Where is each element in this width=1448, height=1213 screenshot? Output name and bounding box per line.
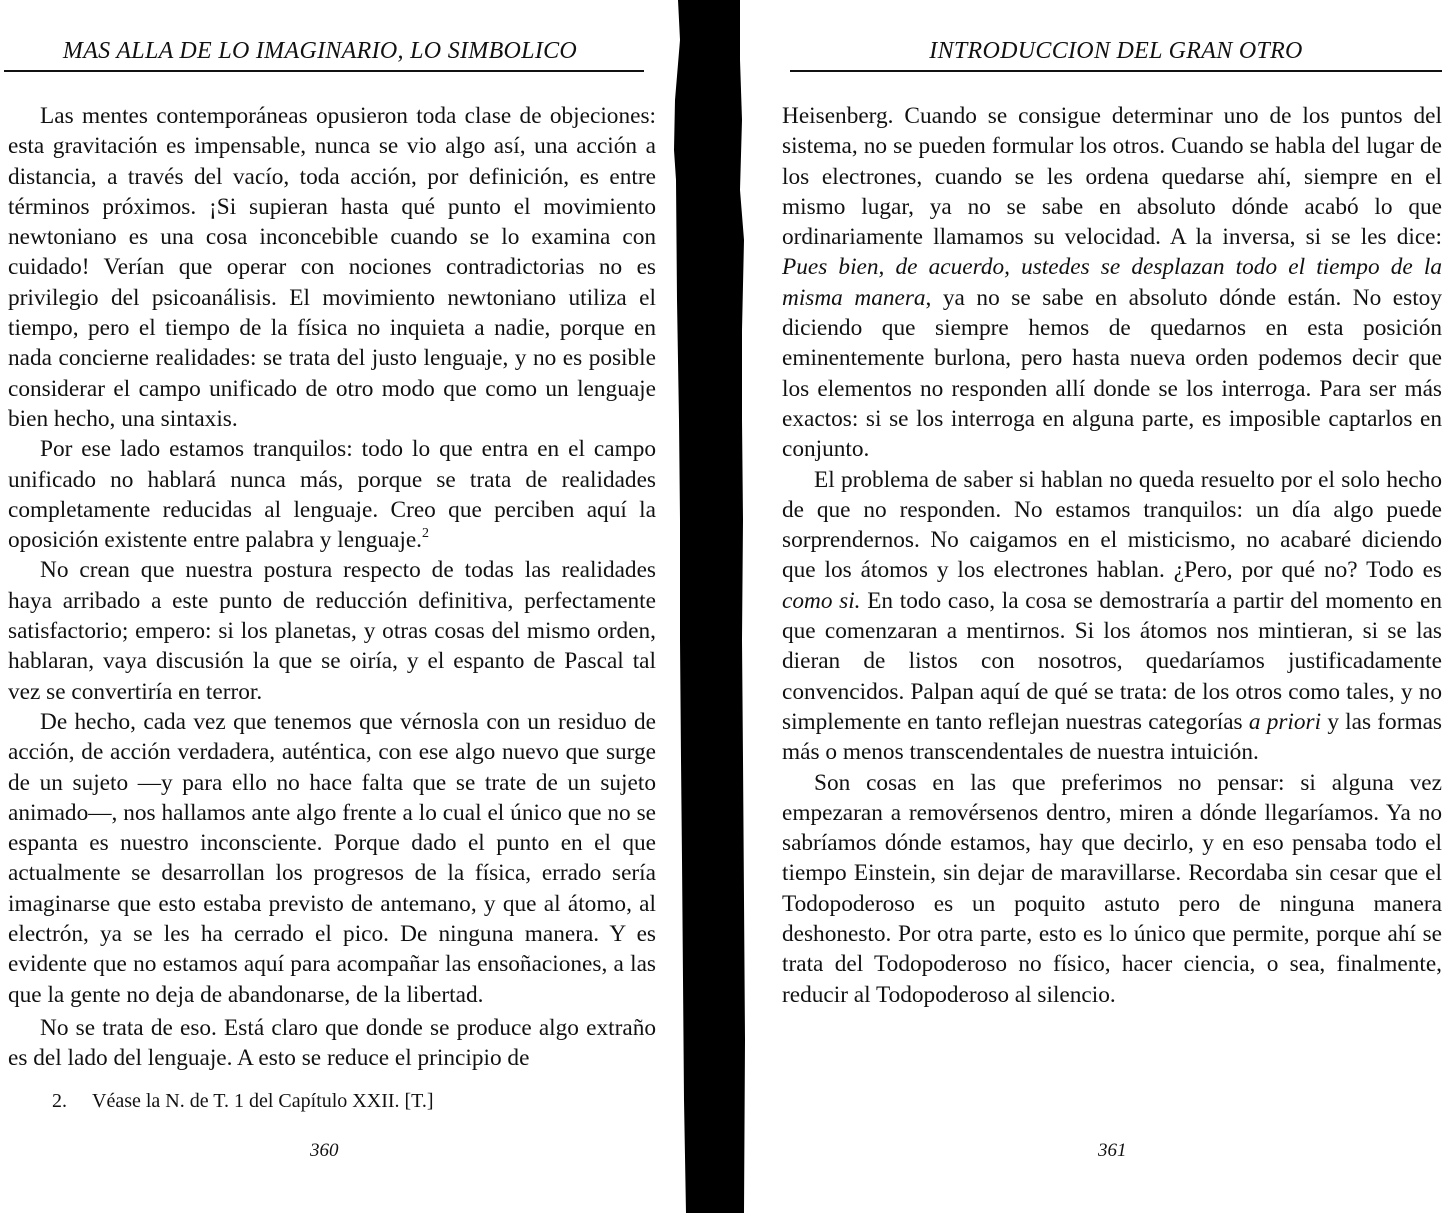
text-run: Las mentes contemporáneas opusieron toda clase de objeciones: esta gravitación es impensable, nunca se vio algo así, una acción a distancia, a través del vacío, toda acción, por definición, es entre términos próximos. ¡Si supieran hasta qué punto el movimiento newtoniano es una cosa inconcebible cuando se lo examina con cuidado! Verían que operar con nociones contradictorias no es privilegio del psicoanálisis. El movimiento newtoniano utiliza el tiempo, pero el tiempo de la física no inquieta a nadie, porque en nada concierne realidades: se trata del justo lenguaje, y no es posible considerar el campo unificado de otro modo que como un lenguaje bien hecho, una sintaxis. [8,103,656,432]
gutter-shape [666,0,752,1213]
text-run: Por ese lado estamos tranquilos: todo lo que entra en el campo unificado no hablará nunca más, porque se trata de realidades completamente reducidas al lenguaje. Creo que perciben aquí la oposición existente entre palabra y lenguaje. [8,436,656,554]
footnote-number: 2. [52,1090,67,1112]
header-rule-left [4,70,644,72]
paragraph [8,1013,656,1074]
page-number-right: 361 [1098,1140,1127,1161]
text-run: De hecho, cada vez que tenemos que vérnosla con un residuo de acción, de acción verdadera, auténtica, con ese algo nuevo que surge de un sujeto —y para ello no hace falta que se trate de un sujeto animado—, nos hallamos ante algo frente a lo cual el único que no se espanta es nuestro inconsciente. Porque dado el punto en el que actualmente se desarrollan los progresos de la física, errado sería imaginarse que esto estaba previsto de antemano, y que al átomo, al electrón, ya se les ha cerrado el pico. De ninguna manera. Y es evidente que no estamos aquí para acompañar las ensoñaciones, a las que la gente no deja de abandonarse, de la libertad. [8,708,656,1008]
italic-text: a priori [1248,708,1322,735]
text-run: No crean que nuestra postura respecto de todas las realidades haya arribado a este punto de reducción definitiva, perfectamente satisfactorio; empero: si los planetas, y otras cosas del mismo orden, hablaran, vaya discusión la que se oiría, y el espanto de Pascal tal vez se convertiría en terror. [8,557,656,705]
paragraph [8,555,656,706]
footnote-text: Véase la N. de T. 1 del Capítulo XXII. [T.] [92,1090,434,1112]
running-head-left: MAS ALLA DE LO IMAGINARIO, LO SIMBOLICO [62,38,578,64]
text-run: , ya no se sabe en absoluto dónde están. No estoy diciendo que siempre hemos de quedarnos en esta posición eminentemente burlona, pero hasta nueva orden podemos decir que los elementos no responden allí donde se los interroga. Para ser más exactos: si se los interroga en alguna parte, es imposible captarlos en conjunto. [782,284,1442,463]
paragraph [8,101,656,434]
italic-text: Pues bien, de acuerdo, ustedes se desplazan todo el tiempo de la misma manera [782,254,1442,311]
book-gutter-shadow [666,0,752,1213]
running-head-right: INTRODUCCION DEL GRAN OTRO [929,38,1303,64]
italic-text: como si. [782,587,861,614]
text-run: El problema de saber si hablan no queda resuelto por el solo hecho de que no responden. No estamos tranquilos: un día algo puede sorprendernos. No caigamos en el misticismo, no acabaré diciendo que los átomos y los electrones hablan. ¿Pero, por qué no? Todo es [782,466,1442,584]
text-run: Son cosas en las que preferimos no pensar: si alguna vez empezaran a removérsenos dentro, miren a dónde llegaríamos. Ya no sabríamos dónde estamos, hay que decirlo, y en eso pensaba todo el tiempo Einstein, sin dejar de maravillarse. Recordaba sin cesar que el Todopoderoso es un poquito astuto pero de ninguna manera deshonesto. Por otra parte, esto es lo único que permite, porque ahí se trata del Todopoderoso no físico, hacer ciencia, o sea, finalmente, reducir al Todopoderoso al silencio. [782,769,1442,1008]
paragraph [8,707,656,1010]
page-number-left: 360 [310,1140,339,1161]
left-page [0,0,668,1213]
paragraph [8,434,656,555]
paragraph [782,101,1442,465]
paragraph [782,465,1442,768]
text-run: Heisenberg. Cuando se consigue determinar uno de los puntos del sistema, no se pueden formular los otros. Cuando se habla del lugar de los electrones, cuando se les ordena quedarse ahí, siempre en el mismo lugar, ya no se sabe en absoluto dónde acabó lo que ordinariamente llamamos su velocidad. A la inversa, si se les dice: [782,103,1442,251]
text-run: No se trata de eso. Está claro que donde se produce algo extraño es del lado del lenguaje. A esto se reduce el principio de [8,1014,656,1072]
text-run: y las formas más o menos transcendentales de nuestra intuición. [782,708,1442,766]
footnote-reference: 2 [422,526,430,542]
footnote [52,1090,434,1113]
body-text-left [8,101,656,1074]
header-rule-right [790,70,1442,72]
text-run: En todo caso, la cosa se demostraría a partir del momento en que comenzaran a mentirnos. Si los átomos nos mintieran, si se las dieran de listos con nosotros, quedaríamos justificadamente convencidos. Palpan aquí de qué se trata: de los otros como tales, y no simplemente en tanto reflejan nuestras categorías [782,587,1442,735]
paragraph [782,768,1442,1010]
right-page [748,0,1448,1213]
body-text-right [782,101,1442,1010]
